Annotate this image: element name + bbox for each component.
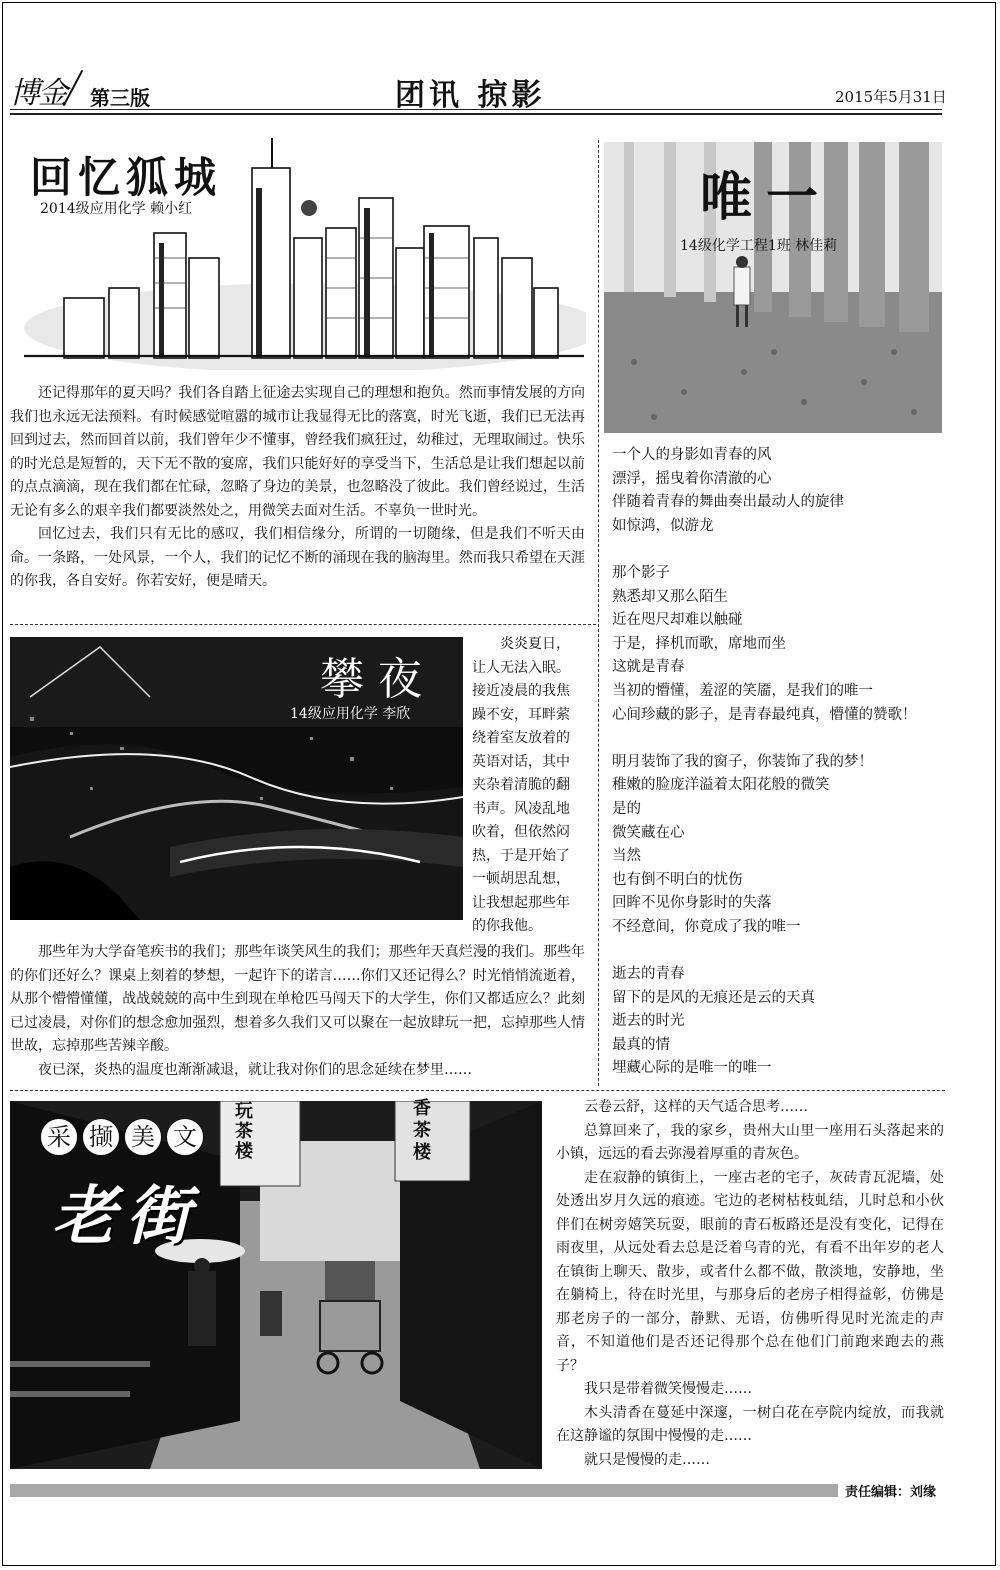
poem-line: 漂浮，摇曳着你清澈的心 <box>612 470 772 487</box>
poem-weiyi <box>612 444 947 1081</box>
poem-line: 如惊鸿，似游龙 <box>612 517 714 534</box>
shop-sign-right <box>402 1098 442 1164</box>
sign-char: 楼 <box>413 1142 431 1163</box>
article-byline-weiyi: 14级化学工程1班 林佳莉 <box>680 238 838 254</box>
paragraph: 我只是带着微笑慢慢走…… <box>584 1381 752 1397</box>
issue-date: 2015年5月31日 <box>835 88 947 106</box>
paragraph: 总算回来了，我的家乡，贵州大山里一座用石头落起来的小镇，远远的看去弥漫着厚重的青灰色。 <box>556 1122 944 1162</box>
column-divider <box>598 140 599 1086</box>
footer-bar <box>10 1484 838 1497</box>
text-line: 吹着，但依然闷 <box>472 824 570 840</box>
poem-line: 当初的懵懂，羞涩的笑靥，是我们的唯一 <box>612 682 873 699</box>
poem-line <box>612 538 947 562</box>
sign-char: 香 <box>413 1098 431 1119</box>
poem-line: 埋藏心际的是唯一的唯一 <box>612 1060 772 1077</box>
poem-line: 伴随着青春的舞曲奏出最动人的旋律 <box>612 494 844 511</box>
article-byline-panye: 14级应用化学 李欣 <box>290 706 411 722</box>
column-char: 美 <box>124 1118 162 1156</box>
sign-char: 楼 <box>235 1141 253 1162</box>
article-title-laojie: 老街 <box>52 1179 200 1254</box>
poem-line: 回眸不见你身影时的失落 <box>612 895 772 912</box>
article-body-panye <box>10 941 585 1082</box>
edition-label: 第三版 <box>90 86 150 110</box>
text-line: 让人无法入眠。 <box>472 659 570 676</box>
column-label <box>40 1118 204 1156</box>
paragraph: 走在寂静的镇街上，一座古老的宅子，灰砖青瓦泥墙，处处透出岁月久远的痕迹。宅边的老树枯枝虬结，儿时总和小伙伴们在树旁嬉笑玩耍，眼前的青石板路还是没有变化，记得在雨夜里，从远处看去总是泛着乌青的光，有看不出年岁的老人在镇街上聊天、散步，或者什么都不做，散淡地，安静地，坐在躺椅上，待在时光里，与那身后的老房子相得益彰，仿佛是那老房子的一部分，静默、无语，仿佛听得见时光流走的声音，不知道他们是否还记得那个总在他们门前跑来跑去的燕子？ <box>556 1169 944 1374</box>
shop-sign-left <box>224 1102 264 1162</box>
text-line: 绕着室友放着的 <box>472 730 570 746</box>
paragraph: 木头清香在蔓延中深邃，一树白花在亭院内绽放，而我就在这静谧的氛围中慢慢的走…… <box>556 1404 944 1444</box>
poem-line: 是的 <box>612 800 641 817</box>
text-line: 热，于是开始了 <box>472 847 570 864</box>
paragraph: 还记得那年的夏天吗？我们各自踏上征途去实现自己的理想和抱负。然而事情发展的方向我们也永远无法预料。有时候感觉喧嚣的城市让我显得无比的落寞，时光飞逝，我们已无法再回到过去，然而回首以前，我们曾年少不懂事，曾经我们疯狂过，幼稚过，无理取闹过。快乐的时光总是短暂的，天下无不散的宴席，我们只能好好的享受当下，生活总是让我们想起以前的点点滴滴，现在我们都在忙碌，忽略了身边的美景，也忽略没了彼此。我们曾经说过，生活无论有多么的艰辛我们都要淡然处之，用微笑去面对生活。不辜负一世时光。 <box>10 385 585 519</box>
text-line: 让我想起那些年 <box>472 894 570 911</box>
text-line: 的你我他。 <box>472 918 542 934</box>
article-sidebar-panye <box>472 633 588 939</box>
poem-line: 最真的情 <box>612 1036 670 1053</box>
text-line: 书声。风凌乱地 <box>472 800 570 817</box>
poem-line: 明月装饰了我的窗子，你装饰了我的梦！ <box>612 753 873 770</box>
paragraph: 那些年为大学奋笔疾书的我们；那些年谈笑风生的我们；那些年天真烂漫的我们。那些年的你们还好么？课桌上刻着的梦想，一起许下的诺言……你们又还记得么？时光悄悄流逝着，从那个懵懵懂懂，战战兢兢的高中生到现在单枪匹马闯天下的大学生，你们又都适应么？此刻已过凌晨，对你们的想念愈加强烈，想着多久我们又可以聚在一起放肆玩一把，忘掉那些人情世故，忘掉那些苦辣辛酸。 <box>10 944 585 1054</box>
header-rule <box>10 109 942 110</box>
paragraph: 就只是慢慢的走…… <box>584 1451 710 1468</box>
text-line: 炎炎夏日， <box>500 636 570 652</box>
poem-line: 当然 <box>612 848 641 865</box>
text-line: 英语对话，其中 <box>472 753 570 770</box>
poem-line: 那个影子 <box>612 564 670 581</box>
sign-char: 茶 <box>235 1121 253 1142</box>
poem-line: 也有倒不明白的忧伤 <box>612 871 743 888</box>
header-rule-thick <box>10 113 942 115</box>
poem-line: 不经意间，你竟成了我的唯一 <box>612 918 801 935</box>
sign-char: 玩 <box>235 1101 253 1122</box>
text-line: 躁不安，耳畔萦 <box>472 706 570 723</box>
section-divider <box>10 624 596 625</box>
paragraph: 回忆过去，我们只有无比的感叹，我们相信缘分，所谓的一切随缘，但是我们不听天由命。一条路，一处风景，一个人，我们的记忆不断的涌现在我的脑海里。然而我只希望在天涯的你我，各自安好。你若安好，便是晴天。 <box>10 526 585 589</box>
poem-line: 心间珍藏的影子，是青春最纯真，懵懂的赞歌！ <box>612 706 917 723</box>
article-byline-huiyi: 2014级应用化学 赖小红 <box>40 201 193 217</box>
article-body-huiyi <box>10 382 585 594</box>
article-title-huiyi: 回忆狐城 <box>30 153 223 202</box>
paragraph: 云卷云舒，这样的天气适合思考…… <box>584 1099 808 1115</box>
text-line: 夹杂着清脆的翻 <box>472 777 570 793</box>
poem-line: 近在咫尺却难以触碰 <box>612 612 743 629</box>
sign-char: 茶 <box>413 1120 431 1141</box>
poem-line: 逝去的时光 <box>612 1013 685 1030</box>
poem-line: 这就是青春 <box>612 659 685 676</box>
poem-line: 留下的是风的无痕还是云的天真 <box>612 989 815 1006</box>
article-title-weiyi: 唯一 <box>700 167 833 228</box>
poem-line <box>612 939 947 963</box>
section-divider <box>10 1090 945 1091</box>
text-line: 接近凌晨的我焦 <box>472 683 570 699</box>
column-char: 文 <box>166 1118 204 1156</box>
poem-line: 熟悉却又那么陌生 <box>612 588 728 605</box>
responsible-editor: 责任编辑：刘缘 <box>845 1485 937 1500</box>
poem-line: 微笑藏在心 <box>612 824 685 841</box>
article-title-panye: 攀夜 <box>320 654 436 705</box>
old-street-photo <box>10 1101 542 1469</box>
paragraph: 夜已深，炎热的温度也渐渐减退，就让我对你们的思念延续在梦里…… <box>38 1061 472 1078</box>
poem-line <box>612 727 947 751</box>
column-char: 采 <box>40 1118 78 1156</box>
text-line: 一顿胡思乱想， <box>472 871 570 887</box>
page-title: 团讯 掠影 <box>395 78 546 113</box>
poem-line: 逝去的青春 <box>612 966 685 983</box>
masthead-logo: 博金 <box>10 76 66 111</box>
poem-line: 一个人的身影如青春的风 <box>612 447 772 463</box>
poem-line: 稚嫩的脸庞洋溢着太阳花般的微笑 <box>612 777 830 794</box>
column-char: 撷 <box>82 1118 120 1156</box>
poem-line: 于是，择机而歌，席地而坐 <box>612 635 786 652</box>
article-body-laojie <box>556 1096 944 1472</box>
